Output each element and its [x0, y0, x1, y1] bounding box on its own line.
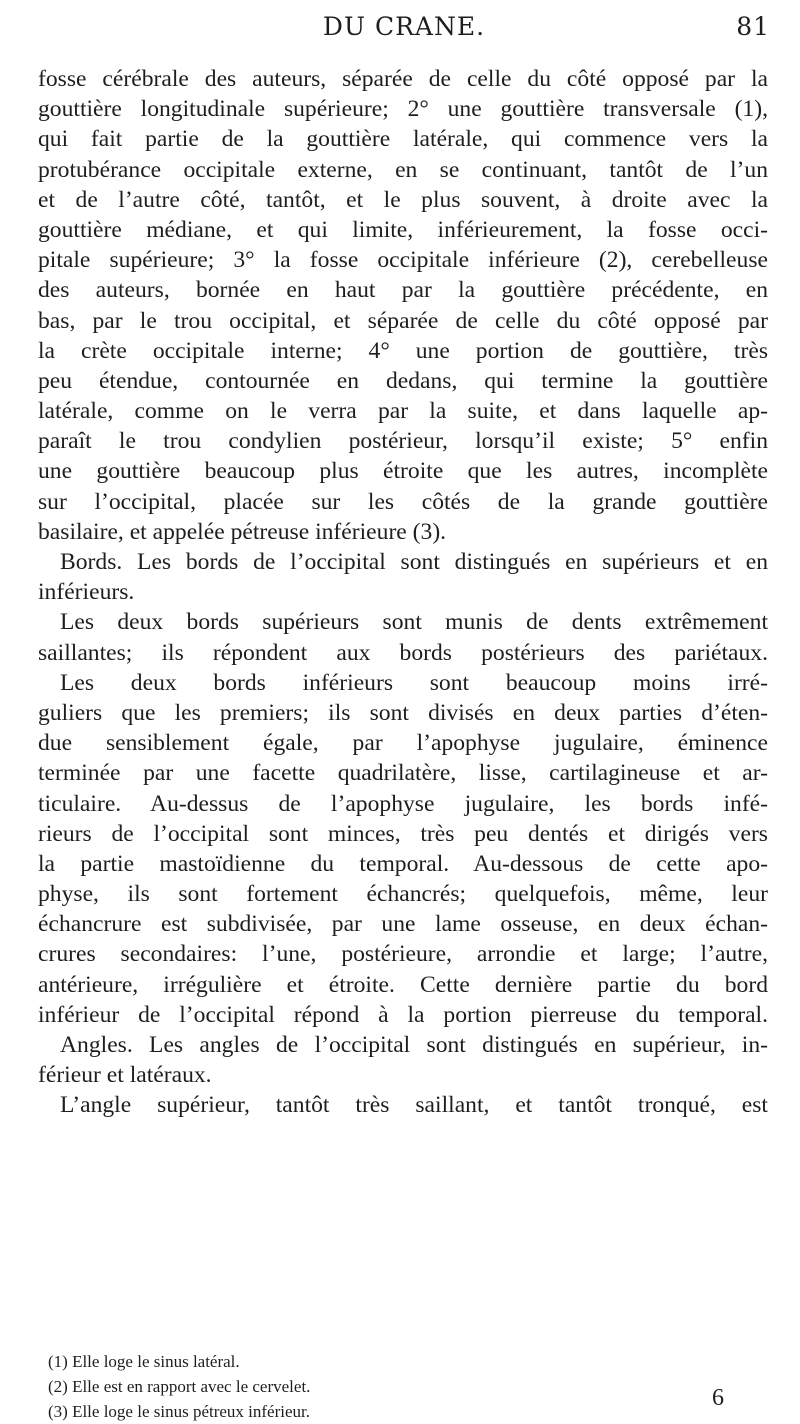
text-line: Les deux bords inférieurs sont beaucoup moins irré-	[60, 669, 768, 696]
text-line: guliers que les premiers; ils sont divisés en deux parties d’éten-	[38, 699, 768, 726]
text-line: férieur et latéraux.	[38, 1062, 212, 1089]
text-line: la partie mastoïdienne du temporal. Au-dessous de cette apo-	[38, 850, 768, 877]
text-line: protubérance occipitale externe, en se continuant, tantôt de l’un	[38, 156, 768, 183]
running-title: DU CRANE.	[322, 12, 486, 41]
text-line: latérale, comme on le verra par la suite, et dans laquelle ap-	[38, 398, 768, 425]
text-line: Les deux bords supérieurs sont munis de dents extrêmement	[60, 609, 768, 636]
text-line: physe, ils sont fortement échancrés; quelquefois, même, leur	[38, 881, 768, 908]
footnote: (2) Elle est en rapport avec le cervelet.	[48, 1377, 311, 1396]
text-line: terminée par une facette quadrilatère, lisse, cartilagineuse et ar-	[38, 760, 768, 787]
text-line: basilaire, et appelée pétreuse inférieure (3).	[38, 518, 447, 545]
text-line: une gouttière beaucoup plus étroite que les autres, incomplète	[38, 458, 768, 485]
text-line: gouttière longitudinale supérieure; 2° une gouttière transversale (1),	[38, 96, 768, 123]
text-line: sur l’occipital, placée sur les côtés de la grande gouttière	[38, 488, 768, 515]
text-line: la crète occipitale interne; 4° une portion de gouttière, très	[38, 337, 768, 364]
text-line: gouttière médiane, et qui limite, inférieurement, la fosse occi-	[38, 216, 768, 243]
text-line: inférieur de l’occipital répond à la portion pierreuse du temporal.	[38, 1001, 768, 1028]
text-line: saillantes; ils répondent aux bords postérieurs des pariétaux.	[38, 639, 768, 666]
text-line: et de l’autre côté, tantôt, et le plus souvent, à droite avec la	[38, 186, 768, 213]
text-line: Bords. Les bords de l’occipital sont distingués en supérieurs et en	[60, 549, 768, 575]
text-line: due sensiblement égale, par l’apophyse jugulaire, éminence	[38, 730, 768, 757]
running-head	[38, 12, 770, 48]
text-line: crures secondaires: l’une, postérieure, arrondie et large; l’autre,	[38, 941, 768, 968]
text-line: fosse cérébrale des auteurs, séparée de celle du côté opposé par la	[38, 66, 768, 92]
text-line: Angles. Les angles de l’occipital sont distingués en supérieur, in-	[60, 1032, 768, 1058]
text-line: L’angle supérieur, tantôt très saillant, et tantôt tronqué, est	[60, 1092, 768, 1119]
page-number: 81	[736, 12, 770, 41]
text-line: antérieure, irrégulière et étroite. Cette dernière partie du bord	[38, 971, 768, 998]
footnotes	[48, 1349, 748, 1424]
footnote: (3) Elle loge le sinus pétreux inférieur.	[48, 1402, 310, 1421]
body-text	[38, 64, 768, 1121]
text-line: ticulaire. Au-dessus de l’apophyse jugulaire, les bords infé-	[38, 790, 768, 817]
text-line: qui fait partie de la gouttière latérale, qui commence vers la	[38, 126, 768, 153]
text-line: échancrure est subdivisée, par une lame osseuse, en deux échan-	[38, 911, 768, 938]
text-line: paraît le trou condylien postérieur, lorsqu’il existe; 5° enfin	[38, 428, 768, 455]
text-line: bas, par le trou occipital, et séparée de celle du côté opposé par	[38, 307, 768, 334]
text-line: rieurs de l’occipital sont minces, très peu dentés et dirigés vers	[38, 820, 768, 847]
signature-mark: 6	[712, 1385, 724, 1411]
text-line: inférieurs.	[38, 579, 135, 606]
text-line: peu étendue, contournée en dedans, qui termine la gouttière	[38, 367, 768, 394]
text-line: pitale supérieure; 3° la fosse occipitale inférieure (2), cerebelleuse	[38, 247, 768, 274]
text-line: des auteurs, bornée en haut par la gouttière précédente, en	[38, 277, 768, 304]
footnote: (1) Elle loge le sinus latéral.	[48, 1352, 240, 1371]
